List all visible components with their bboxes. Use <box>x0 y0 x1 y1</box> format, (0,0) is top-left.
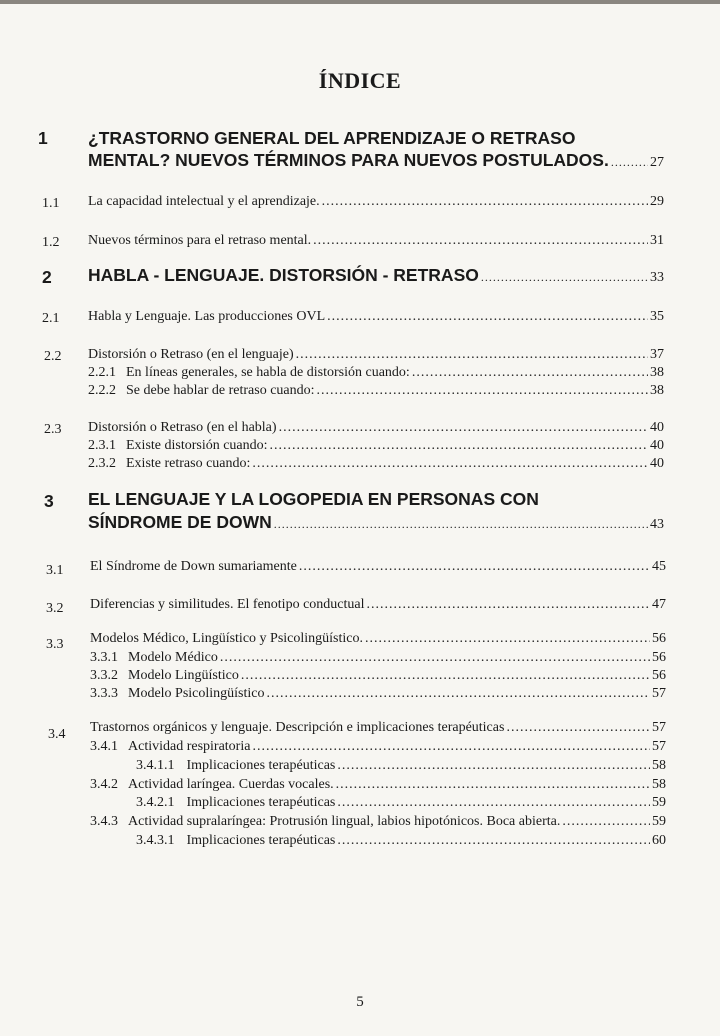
dot-leader <box>220 650 650 666</box>
page-ref: 57 <box>652 686 666 701</box>
chapter-3-title-line2: SÍNDROME DE DOWN <box>88 512 272 532</box>
entry-title: Existe retraso cuando: <box>126 456 251 471</box>
toc-entry-2-3-2[interactable] <box>88 456 664 472</box>
section-number: 3.1 <box>46 563 64 578</box>
entry-title: Implicaciones terapéuticas <box>186 795 336 810</box>
dot-leader <box>296 347 648 363</box>
dot-leader <box>299 559 650 575</box>
page-ref: 40 <box>650 438 664 453</box>
dot-leader <box>337 795 650 811</box>
section-number: 1.1 <box>42 196 60 211</box>
subsection-number: 3.4.3 <box>90 814 118 829</box>
dot-leader <box>337 833 650 849</box>
section-number: 3.3 <box>46 637 64 652</box>
toc-entry-chapter-2[interactable] <box>88 265 664 286</box>
toc-entry-3-4-2-1[interactable] <box>136 795 666 811</box>
toc-entry-3-3-2[interactable] <box>90 668 666 684</box>
toc-entry-3-4-3-1[interactable] <box>136 833 666 849</box>
dot-leader <box>412 365 648 381</box>
chapter-1-number: 1 <box>38 128 48 148</box>
page-ref: 47 <box>652 597 666 612</box>
page-ref: 59 <box>652 814 666 829</box>
toc-entry-2-2[interactable] <box>88 347 664 363</box>
entry-title: Actividad supralaríngea: Protrusión lingual, labios hipotónicos. Boca abierta. <box>128 814 561 829</box>
page-ref: 33 <box>650 270 664 285</box>
toc-entry-2-3-1[interactable] <box>88 438 664 454</box>
entry-title: Modelo Médico <box>128 650 218 665</box>
page-ref: 31 <box>650 233 664 248</box>
toc-entry-2-2-1[interactable] <box>88 365 664 381</box>
toc-entry-3-4-1[interactable] <box>90 739 666 755</box>
page-ref: 56 <box>652 650 666 665</box>
chapter-2-title: HABLA - LENGUAJE. DISTORSIÓN - RETRASO <box>88 265 479 285</box>
entry-title: El Síndrome de Down sumariamente <box>90 559 297 574</box>
page-ref: 58 <box>652 777 666 792</box>
toc-entry-3-3-1[interactable] <box>90 650 666 666</box>
page-ref: 56 <box>652 631 666 646</box>
page-ref: 60 <box>652 833 666 848</box>
toc-entry-3-3[interactable] <box>90 631 666 647</box>
page-ref: 38 <box>650 365 664 380</box>
toc-entry-1-1[interactable] <box>88 194 664 210</box>
dot-leader <box>611 155 648 170</box>
subsection-number: 3.3.2 <box>90 668 118 683</box>
section-number: 1.2 <box>42 235 60 250</box>
entry-title: Distorsión o Retraso (en el lenguaje) <box>88 347 294 362</box>
subsection-number: 2.3.2 <box>88 456 116 471</box>
subsection-number: 3.4.2 <box>90 777 118 792</box>
page-ref: 58 <box>652 758 666 773</box>
subsection-number: 3.3.1 <box>90 650 118 665</box>
chapter-3-number: 3 <box>44 491 54 511</box>
page-ref: 29 <box>650 194 664 209</box>
subsection-number: 3.3.3 <box>90 686 118 701</box>
dot-leader <box>241 668 650 684</box>
toc-entry-chapter-3[interactable] <box>88 512 664 533</box>
dot-leader <box>252 739 650 755</box>
dot-leader <box>327 309 648 325</box>
dot-leader <box>562 814 650 830</box>
toc-entry-2-2-2[interactable] <box>88 383 664 399</box>
page-ref: 40 <box>650 420 664 435</box>
page-ref: 27 <box>650 155 664 170</box>
dot-leader <box>481 270 648 285</box>
page-ref: 38 <box>650 383 664 398</box>
entry-title: Modelos Médico, Lingüístico y Psicolingüístico. <box>90 631 363 646</box>
index-title: ÍNDICE <box>318 68 402 93</box>
entry-title: Actividad respiratoria <box>128 739 251 754</box>
toc-entry-3-4-2[interactable] <box>90 777 666 793</box>
toc-entry-chapter-1[interactable] <box>88 150 664 171</box>
page-ref: 57 <box>652 739 666 754</box>
section-number: 3.2 <box>46 601 64 616</box>
toc-entry-3-4[interactable] <box>90 720 666 736</box>
entry-title: Actividad laríngea. Cuerdas vocales. <box>128 777 334 792</box>
entry-title: Modelo Lingüístico <box>128 668 239 683</box>
toc-entry-2-3[interactable] <box>88 420 664 436</box>
entry-title: Diferencias y similitudes. El fenotipo conductual <box>90 597 365 612</box>
entry-title: Existe distorsión cuando: <box>126 438 268 453</box>
entry-title: Habla y Lenguaje. Las producciones OVL <box>88 309 326 324</box>
toc-entry-3-1[interactable] <box>90 559 666 575</box>
toc-entry-2-1[interactable] <box>88 309 664 325</box>
dot-leader <box>274 517 648 532</box>
toc-entry-3-4-3[interactable] <box>90 814 666 830</box>
toc-entry-3-2[interactable] <box>90 597 666 613</box>
dot-leader <box>366 597 650 613</box>
dot-leader <box>506 720 650 736</box>
subsection-number: 2.2.2 <box>88 383 116 398</box>
dot-leader <box>270 438 648 454</box>
page-ref: 56 <box>652 668 666 683</box>
entry-title: Implicaciones terapéuticas <box>186 833 336 848</box>
toc-entry-3-4-1-1[interactable] <box>136 758 666 774</box>
chapter-3-title-line1: EL LENGUAJE Y LA LOGOPEDIA EN PERSONAS CON <box>88 489 539 509</box>
entry-title: Trastornos orgánicos y lenguaje. Descripción e implicaciones terapéuticas <box>90 720 505 735</box>
toc-entry-1-2[interactable] <box>88 233 664 249</box>
page-number: 5 <box>356 994 364 1010</box>
entry-title: En líneas generales, se habla de distorsión cuando: <box>126 365 410 380</box>
section-number: 3.4 <box>48 727 66 742</box>
entry-title: Distorsión o Retraso (en el habla) <box>88 420 277 435</box>
page-ref: 37 <box>650 347 664 362</box>
dot-leader <box>252 456 648 472</box>
chapter-1-title-line2: MENTAL? NUEVOS TÉRMINOS PARA NUEVOS POSTULADOS. <box>88 150 609 170</box>
toc-entry-3-3-3[interactable] <box>90 686 666 702</box>
page-ref: 59 <box>652 795 666 810</box>
dot-leader <box>337 758 650 774</box>
page-ref: 43 <box>650 517 664 532</box>
dot-leader <box>365 631 650 647</box>
entry-title: La capacidad intelectual y el aprendizaje. <box>88 194 320 209</box>
dot-leader <box>317 383 648 399</box>
page-ref: 57 <box>652 720 666 735</box>
page-ref: 35 <box>650 309 664 324</box>
subsection-number: 2.2.1 <box>88 365 116 380</box>
dot-leader <box>313 233 648 249</box>
entry-title: Se debe hablar de retraso cuando: <box>126 383 315 398</box>
chapter-2-number: 2 <box>42 267 52 287</box>
section-number: 2.3 <box>44 422 62 437</box>
entry-title: Modelo Psicolingüístico <box>128 686 265 701</box>
subsection-number: 3.4.1 <box>90 739 118 754</box>
dot-leader <box>267 686 651 702</box>
dot-leader <box>279 420 648 436</box>
chapter-1-title-line1: ¿TRASTORNO GENERAL DEL APRENDIZAJE O RETRASO <box>88 128 576 148</box>
page-ref: 45 <box>652 559 666 574</box>
section-number: 2.1 <box>42 311 60 326</box>
subsection-number: 3.4.1.1 <box>136 758 175 773</box>
subsection-number: 3.4.2.1 <box>136 795 175 810</box>
subsection-number: 2.3.1 <box>88 438 116 453</box>
dot-leader <box>322 194 648 210</box>
section-number: 2.2 <box>44 349 62 364</box>
page-ref: 40 <box>650 456 664 471</box>
subsection-number: 3.4.3.1 <box>136 833 175 848</box>
dot-leader <box>336 777 650 793</box>
entry-title: Implicaciones terapéuticas <box>186 758 336 773</box>
entry-title: Nuevos términos para el retraso mental. <box>88 233 312 248</box>
